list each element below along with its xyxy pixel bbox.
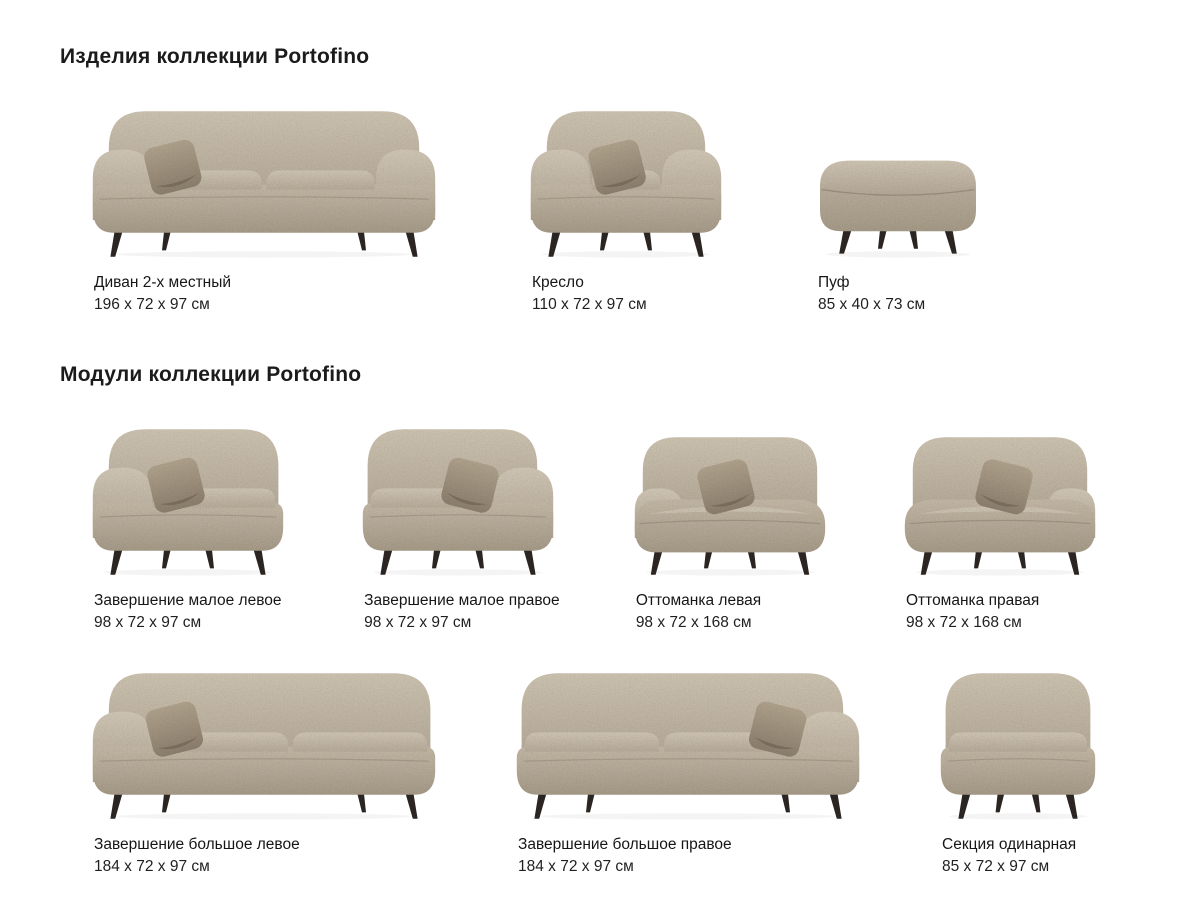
item-dimensions: 98 x 72 x 97 см [364,614,472,631]
item-name: Завершение большое правое [518,836,732,853]
furniture-card-end-small-right [358,418,559,634]
end-large-left-graphic [88,662,440,822]
modules-row-1 [60,418,1140,634]
ottoman-right-graphic [900,418,1100,578]
furniture-card-section-single [936,662,1100,878]
item-dimensions: 85 x 40 x 73 см [818,296,926,313]
modules-row-2 [60,662,1140,878]
furniture-caption [88,590,288,634]
furniture-caption [526,272,726,316]
section-modules-title: Модули коллекции Portofino [60,363,362,386]
item-name: Кресло [532,274,584,291]
item-name: Секция одинарная [942,836,1077,853]
armchair-graphic [526,100,726,260]
furniture-image [358,418,559,578]
furniture-caption [88,834,440,878]
pouf-graphic [812,100,984,260]
furniture-caption [936,834,1100,878]
furniture-caption [812,272,984,316]
furniture-caption [630,590,830,634]
furniture-caption [900,590,1100,634]
furniture-card-end-large-right [512,662,864,878]
end-small-right-graphic [358,418,558,578]
furniture-caption [88,272,440,316]
item-name: Диван 2-х местный [94,274,232,291]
furniture-image [88,662,440,822]
item-name: Завершение большое левое [94,836,300,853]
furniture-card-ottoman-right [900,418,1100,634]
item-dimensions: 98 x 72 x 168 см [635,614,752,631]
sofa-2-seat-graphic [88,100,440,260]
furniture-card-end-large-left [88,662,440,878]
furniture-image [88,418,288,578]
furniture-card-sofa-2-seat [88,100,440,316]
item-dimensions: 98 x 72 x 97 см [94,614,202,631]
item-dimensions: 184 x 72 x 97 см [518,858,634,875]
end-large-right-graphic [512,662,864,822]
item-dimensions: 196 x 72 x 97 см [94,296,210,313]
item-name: Завершение малое левое [94,592,282,609]
item-name: Оттоманка левая [635,592,762,609]
item-name: Оттоманка правая [905,592,1040,609]
furniture-image [512,662,864,822]
furniture-image [88,100,440,260]
item-name: Завершение малое правое [364,592,560,609]
furniture-card-end-small-left [88,418,288,634]
end-small-left-graphic [88,418,288,578]
furniture-image [900,418,1100,578]
item-dimensions: 110 x 72 x 97 см [532,296,647,313]
item-name: Пуф [818,274,850,291]
furniture-image [526,100,726,260]
furniture-card-armchair [526,100,726,316]
section-products-title: Изделия коллекции Portofino [60,45,370,68]
products-row [60,100,1140,316]
section-modules [60,362,1140,878]
furniture-card-pouf [812,100,984,316]
item-dimensions: 85 x 72 x 97 см [942,858,1050,875]
ottoman-left-graphic [630,418,830,578]
furniture-image [812,100,984,260]
section-products [60,44,1140,316]
furniture-caption [512,834,864,878]
furniture-image [936,662,1100,822]
furniture-card-ottoman-left [630,418,830,634]
item-dimensions: 98 x 72 x 168 см [905,614,1022,631]
furniture-caption [358,590,559,634]
item-dimensions: 184 x 72 x 97 см [94,858,210,875]
section-single-graphic [936,662,1100,822]
furniture-image [630,418,830,578]
